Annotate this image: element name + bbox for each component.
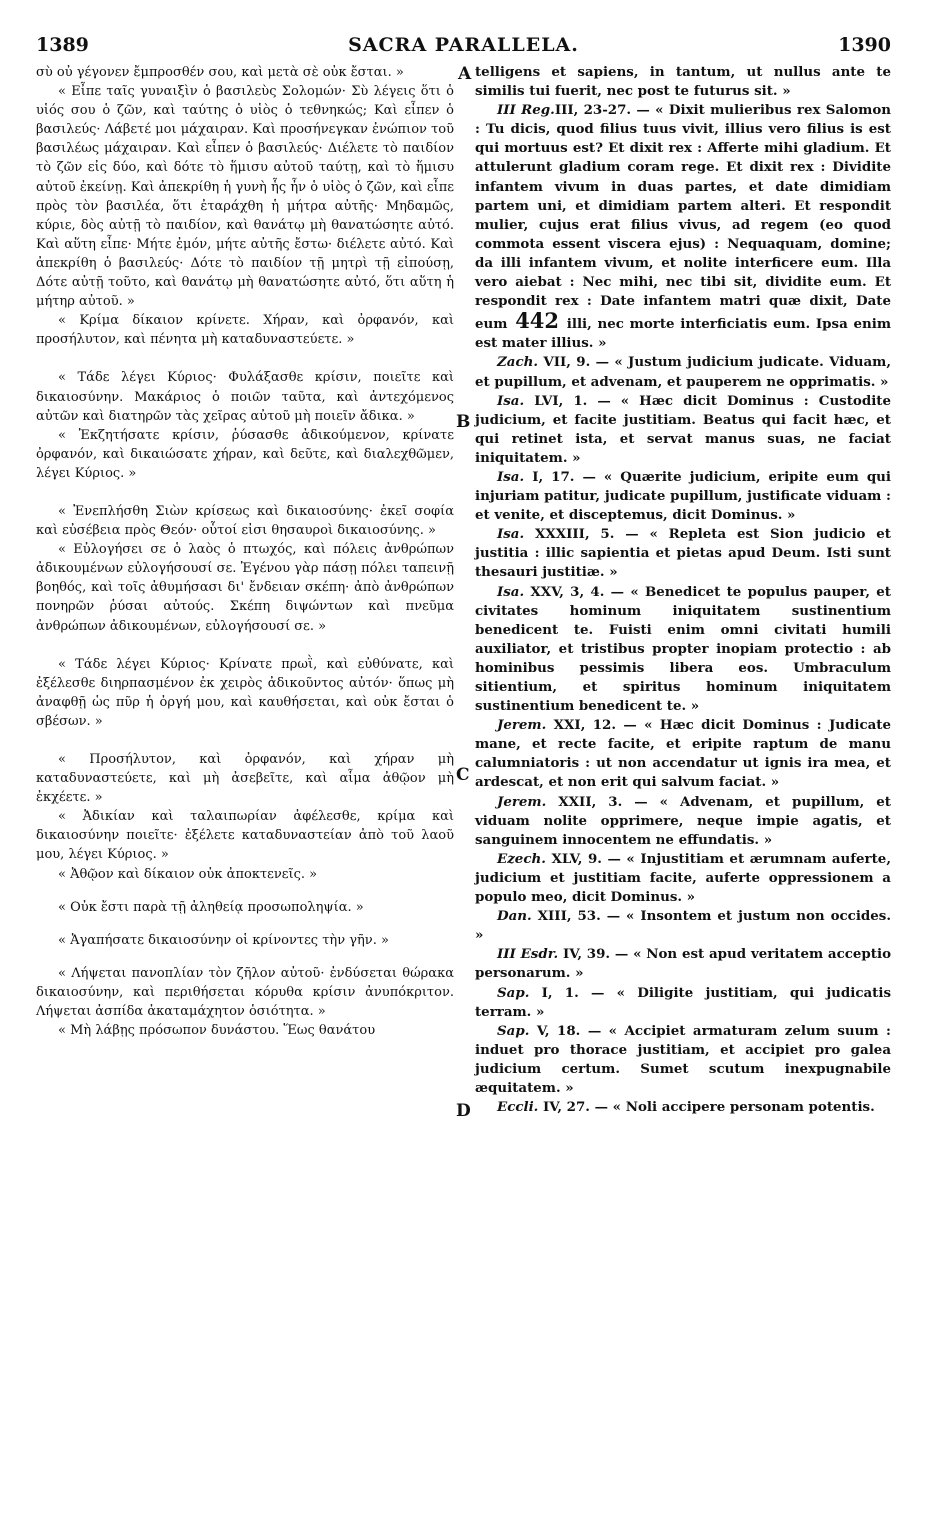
greek-paragraph: « Μὴ λάβῃς πρόσωπον δυνάστου. Ἕως θανάτου [58,1023,376,1039]
latin-text: LVI, 1. — « Hæc dicit Dominus : Custodite judicium, et facite justitiam. Beatus qui facit hæc, et qui retinet ista, et servat manus suas, ne faciat iniquitatem. » [475,392,891,466]
scripture-reference: Eccli. [497,1099,539,1116]
margin-letter-b: B [456,412,471,432]
margin-letter-a: A [458,64,472,84]
latin-paragraph [475,945,891,983]
greek-paragraph: « Εὐλογήσει σε ὁ λαὸς ὁ πτωχός, καὶ πόλεις ἀνθρώπων ἀδικουμένων εὐλογήσουσί σε. Ἐγένου γὰρ πάσῃ πόλει ταπεινῇ βοηθός, καὶ τοῖς ἀθυμήσασι δι' ἔνδειαν σκέπη· ἀπὸ ἀνθρώπων πονηρῶν ῥύσαι αὐτούς. Σκέπη διψώντων καὶ πνεῦμα ἀνθρώπων ἀδικουμένων, εὐλογήσουσί σε. » [36,542,454,634]
latin-text: XIII, 53. — « Insontem et justum non occides. » [475,908,892,944]
scripture-reference: Isa. [497,392,525,409]
greek-paragraph: « Ἀθῷον καὶ δίκαιον οὐκ ἀποκτενεῖς. » [58,866,318,882]
greek-paragraph: « Τάδε λέγει Κύριος· Κρίνατε πρωῒ, καὶ εὐθύνατε, καὶ ἐξέλεσθε διηρπασμένον ἐκ χειρὸς ἀδικοῦντος αὐτόν· ὅπως μὴ ἀναφθῇ ὡς πῦρ ἡ ὀργή μου, καὶ καυθήσεται, καὶ οὐκ ἔσται ὁ σβέσων. » [36,656,454,729]
greek-paragraph: « Οὐκ ἔστι παρὰ τῇ ἀληθείᾳ προσωποληψία. » [58,899,364,915]
scripture-reference: Isa. [497,583,525,600]
latin-text: XXI, 12. — « Hæc dicit Dominus : Judicate mane, et recte facite, et eripite raptum de manu calumniatoris : ut non accendatur ut ignis ira mea, et ardescat, et non erit qui salvum faciat. » [475,717,891,791]
greek-paragraph: « Προσήλυτον, καὶ ὀρφανόν, καὶ χήραν μὴ καταδυναστεύετε, καὶ μὴ ἀσεβεῖτε, καὶ αἷμα ἀθῷον μὴ ἐκχέετε. » [36,752,454,806]
greek-paragraph: « Ἐνεπλήσθη Σιὼν κρίσεως καὶ δικαιοσύνης· ἐκεῖ σοφία καὶ εὐσέβεια πρὸς Θεόν· οὗτοί εἰσι θησαυροὶ δικαιοσύνης. » [36,503,454,539]
greek-paragraph: « Κρίμα δίκαιον κρίνετε. Χήραν, καὶ ὀρφανόν, καὶ προσήλυτον, καὶ πένητα μὴ καταδυναστεύετε. » [36,313,454,348]
scripture-reference: Sap. [497,984,530,1001]
latin-text: I, 1. — « Diligite justitiam, qui judicatis terram. » [475,984,891,1020]
greek-paragraph: « Ἀγαπήσατε δικαιοσύνην οἱ κρίνοντες τὴν γῆν. » [58,932,389,948]
latin-text: IV, 27. — « Noli accipere personam potentis. [543,1099,875,1116]
latin-text: I, 17. — « Quærite judicium, eripite eum qui injuriam patitur, judicate pupillum, justificate viduam : et venite, et disceptemus, dicit Dominus. » [475,468,892,524]
margin-letter-c: C [456,765,470,785]
latin-text: VII, 9. — « Justum judicium judicate. Viduam, et pupillum, et advenam, et pauperem ne opprimatis. » [475,354,891,390]
latin-text: illi, nec morte interficiatis eum. Ipsa enim est mater illius. » [475,316,891,352]
greek-column [36,63,454,1040]
latin-paragraph [475,716,891,792]
scripture-reference: Dan. [497,908,532,925]
latin-paragraph [475,1022,891,1098]
latin-paragraph [475,850,891,907]
greek-paragraph: « Ἀδικίαν καὶ ταλαιπωρίαν ἀφέλεσθε, κρίμα καὶ δικαιοσύνην ποιεῖτε· ἐξέλετε καταδυναστείαν ἀπὸ τοῦ λαοῦ μου, λέγει Κύριος. » [36,809,454,863]
latin-paragraph [475,525,891,582]
scripture-reference: Isa. [497,468,525,485]
scripture-reference: III Reg. [497,102,555,119]
latin-paragraph [475,984,891,1022]
latin-paragraph [475,793,891,850]
greek-paragraph: « Τάδε λέγει Κύριος· Φυλάξασθε κρίσιν, ποιεῖτε καὶ δικαιοσύνην. Μακάριος ὁ ποιῶν ταῦτα, καὶ ἀντεχόμενος αὐτῶν καὶ διατηρῶν τὰς χεῖρας αὐτοῦ μὴ ποιεῖν ἄδικα. » [36,370,454,424]
scripture-reference: Jerem. [497,793,547,810]
greek-paragraph: « Λήψεται πανοπλίαν τὸν ζῆλον αὐτοῦ· ἐνδύσεται θώρακα δικαιοσύνην, καὶ περιθήσεται κόρυθα κρίσιν ἀνυπόκριτον. Λήψεται ἀσπίδα ἀκαταμάχητον ὁσιότητα. » [36,965,454,1020]
latin-text: V, 18. — « Accipiet armaturam zelum suum : induet pro thorace justitiam, et accipiet pro galea judicium certum. Sumet scutum inexpugnabile æquitatem. » [475,1022,891,1096]
column-number-left: 1389 [36,34,89,56]
scripture-reference: III Esdr. [497,946,559,963]
migne-column-number: 442 [515,308,560,334]
latin-text: telligens et sapiens, in tantum, ut nullus ante te similis tui fuerit, nec post te futurus sit. » [475,64,891,100]
greek-paragraph: « Ἐκζητήσατε κρίσιν, ῥύσασθε ἀδικούμενον, κρίνατε ὀρφανόν, καὶ δικαιώσατε χήραν, καὶ δεῦτε, καὶ διαλεχθῶμεν, λέγει Κύριος. » [36,427,454,481]
latin-text: XXII, 3. — « Advenam, et pupillum, et viduam nolite opprimere, neque impie agatis, et sanguinem innocentem ne effundatis. » [475,793,891,848]
scripture-reference: Ezech. [497,850,546,867]
latin-paragraph [475,468,891,525]
latin-column [475,63,891,1117]
latin-text: XXV, 3, 4. — « Benedicet te populus pauper, et civitates hominum iniquitatem sustinentium benedicent te. Fuisti enim omni civitati humili auxiliator, et tristibus propter inopiam protectio : ab hominibus pessimis libera eos. Umbraculum sitientium, et spiritus hominum iniquitatem sustinentium benedicent te. » [475,583,891,715]
scripture-reference: Isa. [497,526,525,543]
latin-text: III, 23-27. — « Dixit mulieribus rex Salomon : Tu dicis, quod filius tuus vivit, illius vero filius is est qui mortuus est? Et dixit rex : Afferte mihi gladium. Et attulerunt gladium coram rege. Et dixit rex : Dividite infantem vivum in duas partes, et date dimidiam partem uni, et dimidiam partem alteri. Et respondit mulier, cujus erat filius vivus, ad regem (eo quod commota essent viscera ejus) : Nequaquam, domine; da illi infantem vivum, et nolite interficere eum. Illa vero aiebat : Nec mihi, nec tibi sit, dividite eum. Et respondit rex : Date infantem matri quæ dixit, Date eum [475,102,891,333]
latin-paragraph [475,353,891,391]
latin-paragraph [475,392,891,468]
latin-text: XLV, 9. — « Injustitiam et ærumnam auferte, judicium et justitiam facite, auferte oppressionem a populo meo, dicit Dominus. » [475,850,891,906]
margin-letter-d: D [456,1101,471,1121]
latin-paragraph [475,101,891,353]
greek-paragraph: σὺ οὐ γέγονεν ἔμπροσθέν σου, καὶ μετὰ σὲ οὐκ ἔσται. » [36,65,404,80]
latin-paragraph [475,583,891,717]
scripture-reference: Zach. [497,354,539,371]
scripture-reference: Sap. [497,1022,530,1039]
greek-paragraph: « Εἶπε ταῖς γυναιξὶν ὁ βασιλεὺς Σολομών· Σὺ λέγεις ὅτι ὁ υἱός σου ὁ ζῶν, καὶ ταύτης ὁ υἱὸς ὁ τεθνηκώς; Καὶ εἶπεν ὁ βασιλεύς· Λάβετέ μοι μάχαιραν. Καὶ προσήνεγκαν ἐνώπιον τοῦ βασιλέως μάχαιραν. Καὶ εἶπεν ὁ βασιλεύς· Διέλετε τὸ παιδίον τὸ ζῶν εἰς δύο, καὶ δότε τὸ ἥμισυ αὐτοῦ ταύτῃ, καὶ τὸ ἥμισυ αὐτοῦ ἐκείνῃ. Καὶ ἀπεκρίθη ἡ γυνὴ ἧς ἦν ὁ υἱὸς ὁ ζῶν, καὶ εἶπε πρὸς τὸν βασιλέα, ὅτι ἐταράχθη ἡ μήτρα αὐτῆς· Μηδαμῶς, κύριε, δὸς αὐτῇ τὸ παιδίον, καὶ θανάτῳ μὴ θανατώσητε αὐτό. Καὶ αὕτη εἶπε· Μήτε ἐμόν, μήτε αὐτῆς ἔστω· διέλετε αὐτό. Καὶ ἀπεκρίθη ὁ βασιλεύς· Δότε τὸ παιδίον τῇ μητρὶ τῇ εἰπούσῃ, Δότε αὐτῇ τοῦτο, καὶ θανάτῳ μὴ θανατώσητε αὐτό, ὅτι αὕτη ἡ μήτηρ αὐτοῦ. » [36,84,454,310]
latin-text: XXXIII, 5. — « Repleta est Sion judicio et justitia : illic sapientia et pietas apud Deum. Isti sunt thesauri justitiæ. » [475,526,891,581]
running-title: SACRA PARALLELA. [348,34,579,56]
page-header [36,34,891,62]
latin-paragraph [475,63,891,101]
latin-text: IV, 39. — « Non est apud veritatem acceptio personarum. » [475,946,891,982]
latin-paragraph [475,907,891,945]
scripture-reference: Jerem. [497,717,547,734]
latin-paragraph [475,1098,891,1117]
column-number-right: 1390 [838,34,891,56]
